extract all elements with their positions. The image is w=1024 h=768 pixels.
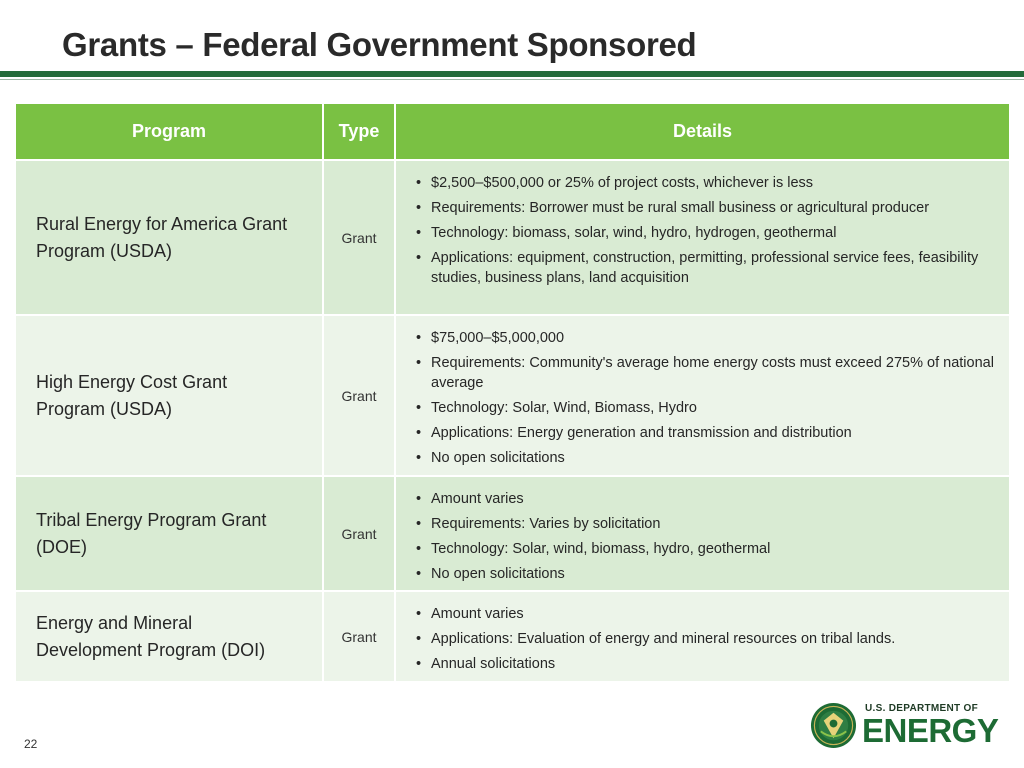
details-list: [414, 604, 1005, 674]
logo-energy-text: ENERGY: [862, 712, 999, 749]
details-list: [414, 489, 1005, 584]
detail-item: • Amount varies: [414, 489, 1005, 509]
details-list: [414, 328, 1005, 468]
program-details: [395, 591, 1009, 681]
detail-item: • Amount varies: [414, 604, 1005, 624]
program-details: [395, 476, 1009, 591]
page-number: 22: [24, 737, 38, 751]
table-row: [16, 476, 1009, 591]
program-type: Grant: [323, 160, 395, 315]
grants-table: [16, 104, 1009, 681]
table-row: [16, 591, 1009, 681]
logo-department-text: U.S. DEPARTMENT OF: [865, 703, 978, 714]
header-program: Program: [16, 104, 323, 160]
title-divider: [0, 71, 1024, 77]
detail-item: • $75,000–$5,000,000: [414, 328, 1005, 348]
detail-item: • $2,500–$500,000 or 25% of project costs, whichever is less: [414, 173, 1005, 193]
details-list: [414, 173, 1005, 288]
program-type: Grant: [323, 476, 395, 591]
table-row: [16, 160, 1009, 315]
slide-title: Grants – Federal Government Sponsored: [62, 26, 697, 63]
table-header-row: [16, 104, 1009, 160]
header-type: Type: [323, 104, 395, 160]
detail-item: • Applications: Energy generation and transmission and distribution: [414, 423, 1005, 443]
detail-item: • Applications: equipment, construction, permitting, professional service fees, feasibility studies, business plans, land acquisition: [414, 248, 1005, 288]
program-name: Tribal Energy Program Grant (DOE): [16, 476, 323, 591]
program-details: [395, 315, 1009, 476]
detail-item: • Requirements: Varies by solicitation: [414, 514, 1005, 534]
program-type: Grant: [323, 315, 395, 476]
detail-item: • Annual solicitations: [414, 654, 1005, 674]
detail-item: • Technology: Solar, wind, biomass, hydro, geothermal: [414, 539, 1005, 559]
detail-item: • Applications: Evaluation of energy and mineral resources on tribal lands.: [414, 629, 1005, 649]
detail-item: • Requirements: Community's average home energy costs must exceed 275% of national average: [414, 353, 1005, 393]
detail-item: • Technology: Solar, Wind, Biomass, Hydro: [414, 398, 1005, 418]
detail-item: • Technology: biomass, solar, wind, hydro, hydrogen, geothermal: [414, 223, 1005, 243]
program-details: [395, 160, 1009, 315]
table-row: [16, 315, 1009, 476]
doe-logo: [810, 702, 999, 750]
doe-seal-icon: [810, 702, 857, 749]
detail-item: • No open solicitations: [414, 564, 1005, 584]
program-name: High Energy Cost Grant Program (USDA): [16, 315, 323, 476]
header-details: Details: [395, 104, 1009, 160]
title-divider-thin: [0, 79, 1024, 80]
detail-item: • Requirements: Borrower must be rural small business or agricultural producer: [414, 198, 1005, 218]
detail-item: • No open solicitations: [414, 448, 1005, 468]
program-name: Energy and Mineral Development Program (DOI): [16, 591, 323, 681]
program-type: Grant: [323, 591, 395, 681]
program-name: Rural Energy for America Grant Program (USDA): [16, 160, 323, 315]
